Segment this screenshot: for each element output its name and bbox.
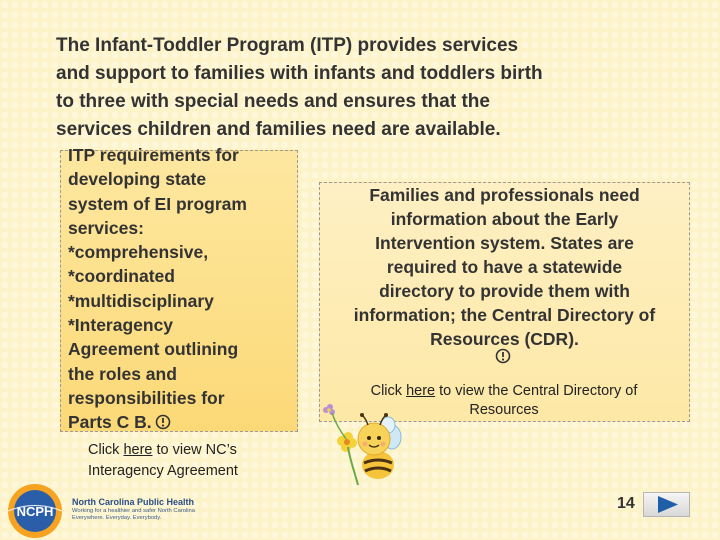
req-line-1: ITP requirements for (68, 145, 239, 165)
req-line-6: *coordinated (68, 266, 175, 287)
org-tagline (72, 508, 195, 522)
cdr-line-5: directory to provide them with (379, 281, 630, 301)
right-link-pre: Click (370, 383, 407, 399)
req-line-2: developing state (68, 169, 207, 190)
req-line-4: services: (68, 217, 144, 238)
req-line-11: responsibilities for (68, 387, 225, 408)
req-line-12 (68, 410, 292, 434)
right-link-post: to view the Central Directory of (435, 383, 638, 399)
left-link-pre: Click (88, 442, 124, 458)
org-name: North Carolina Public Health (72, 497, 195, 507)
cdr-line-7: Resources (CDR). (430, 329, 579, 349)
logo-text: NCPH (16, 504, 54, 519)
req-line-7: *multidisciplinary (68, 290, 214, 311)
intro-line-3: to three with special needs and ensures that the (56, 91, 490, 112)
req-line-9: Agreement outlining (68, 339, 239, 360)
cdr-line-6: information; the Central Directory of (353, 305, 656, 325)
right-link-line2: Resources (469, 402, 539, 418)
flower-icon (337, 432, 357, 452)
clock-info-icon[interactable] (155, 414, 171, 430)
left-link-line2: Interagency Agreement (88, 463, 238, 479)
page-number: 14 (617, 495, 635, 512)
next-slide-button[interactable] (643, 492, 690, 517)
req-line-3: system of EI program (68, 193, 247, 214)
central-directory-link[interactable]: here (406, 383, 436, 399)
itp-requirements-box (60, 145, 298, 433)
req-line-8: *Interagency (68, 315, 174, 336)
left-link-post: to view NC’s (152, 442, 237, 458)
next-arrow-icon (644, 493, 689, 516)
ncph-logo (4, 482, 66, 540)
intro-line-2: and support to families with infants and toddlers birth (56, 63, 543, 84)
cdr-line-4: required to have a statewide (386, 257, 623, 277)
flower-icon (323, 404, 335, 415)
org-tagline-2: Everywhere. Everyday. Everybody. (72, 515, 162, 521)
interagency-link-block (88, 440, 238, 482)
cdr-line-3: Intervention system. States are (375, 233, 634, 253)
itp-requirements-text (68, 143, 292, 435)
interagency-agreement-link[interactable]: here (123, 442, 153, 458)
footer (0, 478, 720, 540)
req-line-10: the roles and (68, 363, 177, 384)
cdr-line-2: information about the Early (390, 209, 619, 229)
req-line-12-text: Parts C B. (68, 412, 152, 433)
cdr-line-1: Families and professionals need (369, 185, 640, 205)
intro-text (56, 32, 666, 144)
intro-line-1: The Infant-Toddler Program (ITP) provides services (56, 35, 519, 56)
req-line-5: *comprehensive, (68, 242, 209, 263)
bee-illustration (318, 395, 408, 490)
org-tagline-1: Working for a healthier and safer North Carolina (72, 508, 195, 514)
intro-line-4: services children and families need are available. (56, 119, 501, 140)
cdr-info-text (320, 183, 689, 351)
clock-info-icon[interactable] (495, 348, 511, 364)
